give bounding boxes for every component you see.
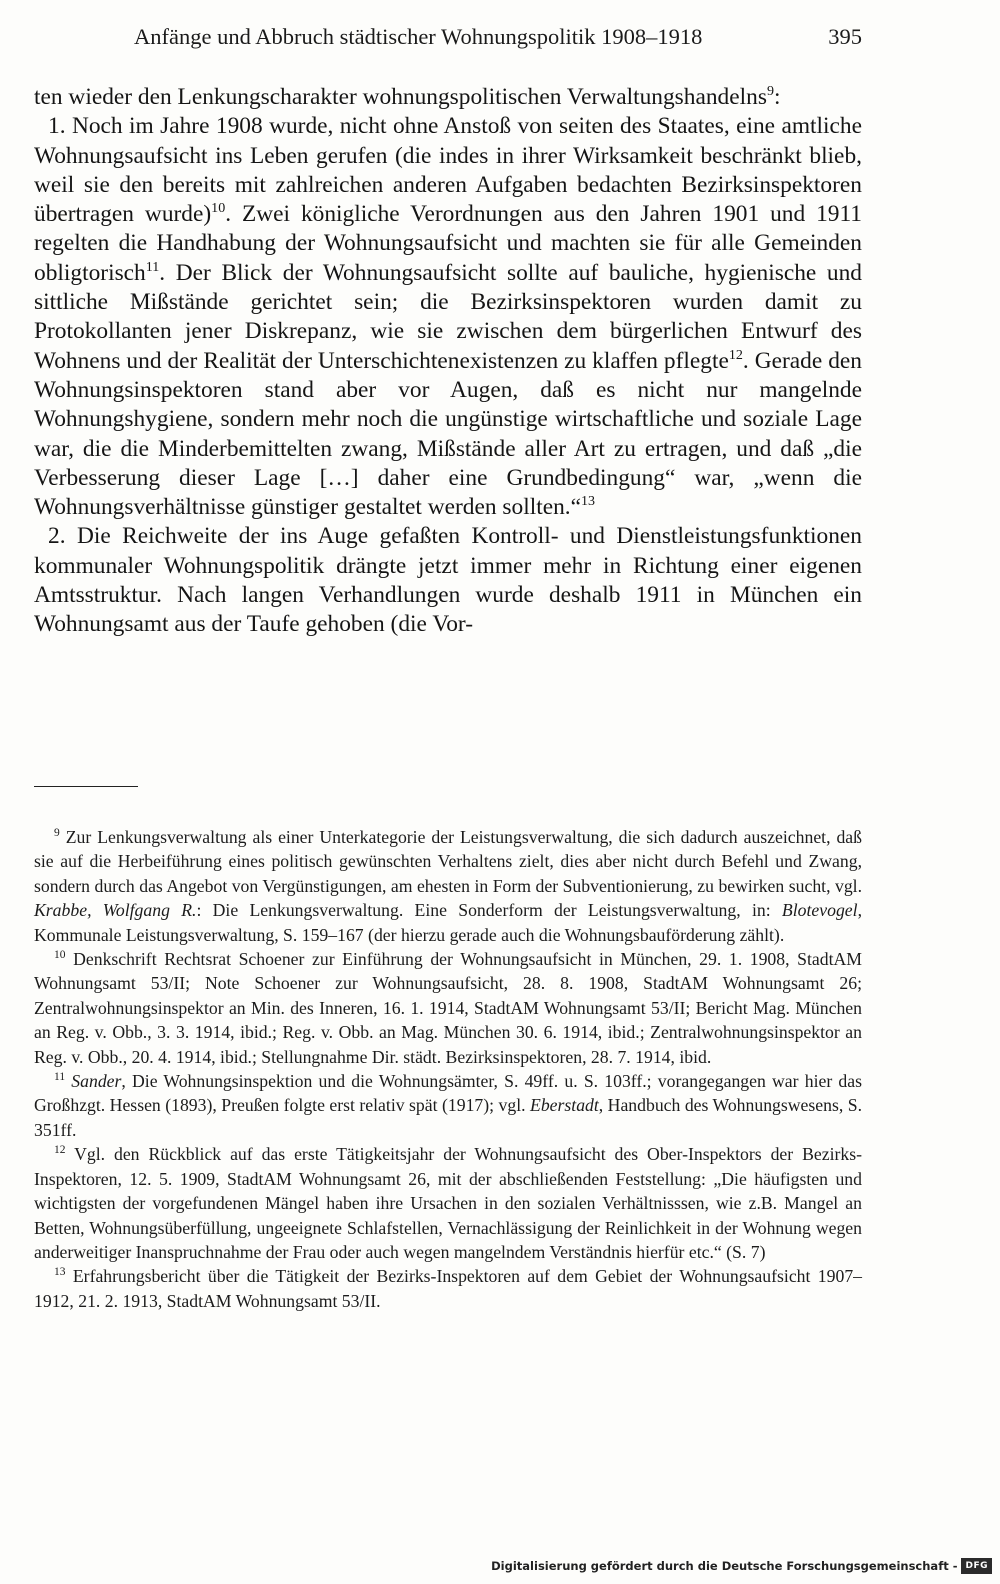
footnote-text: : Die Lenkungsverwaltung. Eine Sonderform der Leistungsverwaltung, in: — [196, 900, 782, 921]
footnote-author: Sander — [71, 1071, 122, 1092]
paragraph-text: . Zwei königliche Verordnungen aus den Jahren 1901 und 1911 regelten die Handhabung der Wohnungsaufsicht und machten sie für alle Gemeinden obligtorisch — [34, 201, 862, 286]
footnote-text: , Die Wohnungsinspektion und die Wohnungsämter, S. 49ff. u. S. 103ff.; vorangegangen war hier das Großhzgt. Hessen (1893), Preußen folgte erst relativ spät (1917); vgl. — [34, 1071, 863, 1116]
paragraph-text: ten wieder den Lenkungscharakter wohnungspolitischen Verwaltungshandelns — [34, 84, 767, 110]
footnote-ref[interactable]: 11 — [145, 258, 160, 275]
page-number: 395 — [828, 24, 862, 49]
footnote-ref[interactable]: 13 — [581, 493, 596, 510]
footnotes — [34, 825, 862, 1313]
footnote-13 — [34, 1264, 862, 1313]
footnote-9 — [34, 825, 862, 947]
footnote-author: Blotevogel — [781, 900, 858, 921]
footnote-text: Zur Lenkungsverwaltung als einer Unterkategorie der Leistungsverwaltung, die sich dadurch auszeichnet, daß sie auf die Herbeiführung eines politisch gewünschten Verhaltens zielt, dies aber nicht durch Befehl und Zwang, sondern durch das Angebot von Vergünstigungen, am ehesten in Form der Subventionierung, zu bewirken sucht, vgl. — [34, 827, 862, 896]
paragraph-2: 2. Die Reichweite der ins Auge gefaßten Kontroll- und Dienstleistungsfunktionen kommunaler Wohnungspolitik drängte jetzt immer mehr in Richtung einer eigenen Amtsstruktur. Nach langen Verhandlungen wurde deshalb 1911 in München ein Wohnungsamt aus der Taufe gehoben (die Vor- — [34, 523, 862, 638]
footnote-text: , Kommunale Leistungsverwaltung, S. 159–167 (der hierzu gerade auch die Wohnungsbauförderung zählt). — [34, 900, 862, 945]
paragraph-1 — [34, 112, 862, 522]
footnote-ref[interactable]: 9 — [766, 83, 774, 100]
footnote-text: , Handbuch des Wohnungswesens, S. 351ff. — [34, 1095, 862, 1140]
paragraph-text: : — [773, 84, 781, 110]
digitization-credit — [491, 1556, 992, 1576]
paragraph-continuation — [34, 83, 862, 112]
footnote-text: Erfahrungsbericht über die Tätigkeit der Bezirks-Inspektoren auf dem Gebiet der Wohnungsaufsicht 1907–1912, 21. 2. 1913, StadtAM Wohnungsamt 53/II. — [34, 1266, 863, 1311]
footnote-author: Eberstadt — [530, 1095, 599, 1116]
footnote-number: 13 — [54, 1266, 66, 1279]
footnote-number: 10 — [54, 949, 66, 962]
footnote-author: Krabbe, Wolfgang R. — [34, 900, 197, 921]
main-text — [34, 83, 862, 640]
paragraph-text: . Der Blick der Wohnungsaufsicht sollte auf bauliche, hygienische und sittliche Mißstände gerichtet sein; die Bezirksinspektoren wurden damit zu Protokollanten jener Diskrepanz, wie sie zwischen dem bürgerlichen Entwurf des Wohnens und der Realität der Unterschichtenexistenzen zu klaffen pflegte — [34, 259, 862, 374]
paragraph-text: . Gerade den Wohnungsinspektoren stand aber vor Augen, daß es nicht nur mangelnde Wohnungshygiene, sondern mehr noch die ungünstige wirtschaftliche und soziale Lage war, die die Minderbemittelten zwang, Mißstände aller Art zu ertragen, und daß „die Verbesserung dieser Lage […] daher eine Grundbedingung“ war, „wenn die Wohnungsverhältnisse günstiger gestaltet werden sollten.“ — [34, 347, 862, 521]
footnote-text: Vgl. den Rückblick auf das erste Tätigkeitsjahr der Wohnungsaufsicht des Ober-Inspektors der Bezirks-Inspektoren, 12. 5. 1909, StadtAM Wohnungsamt 26, mit der abschließenden Feststellung: „Die häufigsten und wichtigsten der vorgefundenen Mängel haben ihre Ursachen in den sozialen Verhältnisssen, wie z.B. Mangel an Betten, Wohnungsüberfüllung, ungeeignete Schlafstellen, Vernachlässigung der Reinlichkeit in der Wohnung wegen anderweitiger Inanspruchnahme der Frau oder auch wegen mangelndem Verständnis hierfür etc.“ (S. 7) — [34, 1144, 862, 1262]
credit-text: Digitalisierung gefördert durch die Deutsche Forschungsgemeinschaft - — [491, 1559, 958, 1573]
footnote-ref[interactable]: 12 — [728, 346, 743, 363]
footnote-11 — [34, 1069, 862, 1142]
footnote-10 — [34, 947, 862, 1069]
footnote-ref[interactable]: 10 — [211, 200, 226, 217]
dfg-logo-icon: DFG — [961, 1558, 992, 1574]
footnote-number: 12 — [54, 1144, 66, 1157]
paragraph-text: 1. Noch im Jahre 1908 wurde, nicht ohne Anstoß von seiten des Staates, eine amtliche Wohnungsaufsicht ins Leben gerufen (die indes in ihrer Wirksamkeit beschränkt blieb, weil sie den bereits mit zahlreichen anderen Aufgaben bedachten Bezirksinspektoren übertragen wurde) — [34, 113, 862, 228]
footnote-divider — [34, 786, 138, 787]
running-head-title: Anfänge und Abbruch städtischer Wohnungspolitik 1908–1918 — [134, 24, 703, 49]
footnote-number: 9 — [54, 827, 60, 840]
footnote-number: 11 — [54, 1071, 66, 1084]
running-head — [34, 20, 862, 54]
footnote-text: Denkschrift Rechtsrat Schoener zur Einführung der Wohnungsaufsicht in München, 29. 1. 1908, StadtAM Wohnungsamt 53/II; Note Schoener zur Wohnungsaufsicht, 28. 8. 1908, StadtAM Wohnungsamt 26; Zentralwohnungsinspektor an Min. des Inneren, 16. 1. 1914, StadtAM Wohnungsamt 53/II; Bericht Mag. München an Reg. v. Obb., 3. 3. 1914, ibid.; Reg. v. Obb. an Mag. München 30. 6. 1914, ibid.; Zentralwohnungsinspektor an Reg. v. Obb., 20. 4. 1914, ibid.; Stellungnahme Dir. städt. Bezirksinspektoren, 28. 7. 1914, ibid. — [34, 949, 863, 1067]
footnote-12 — [34, 1142, 862, 1264]
